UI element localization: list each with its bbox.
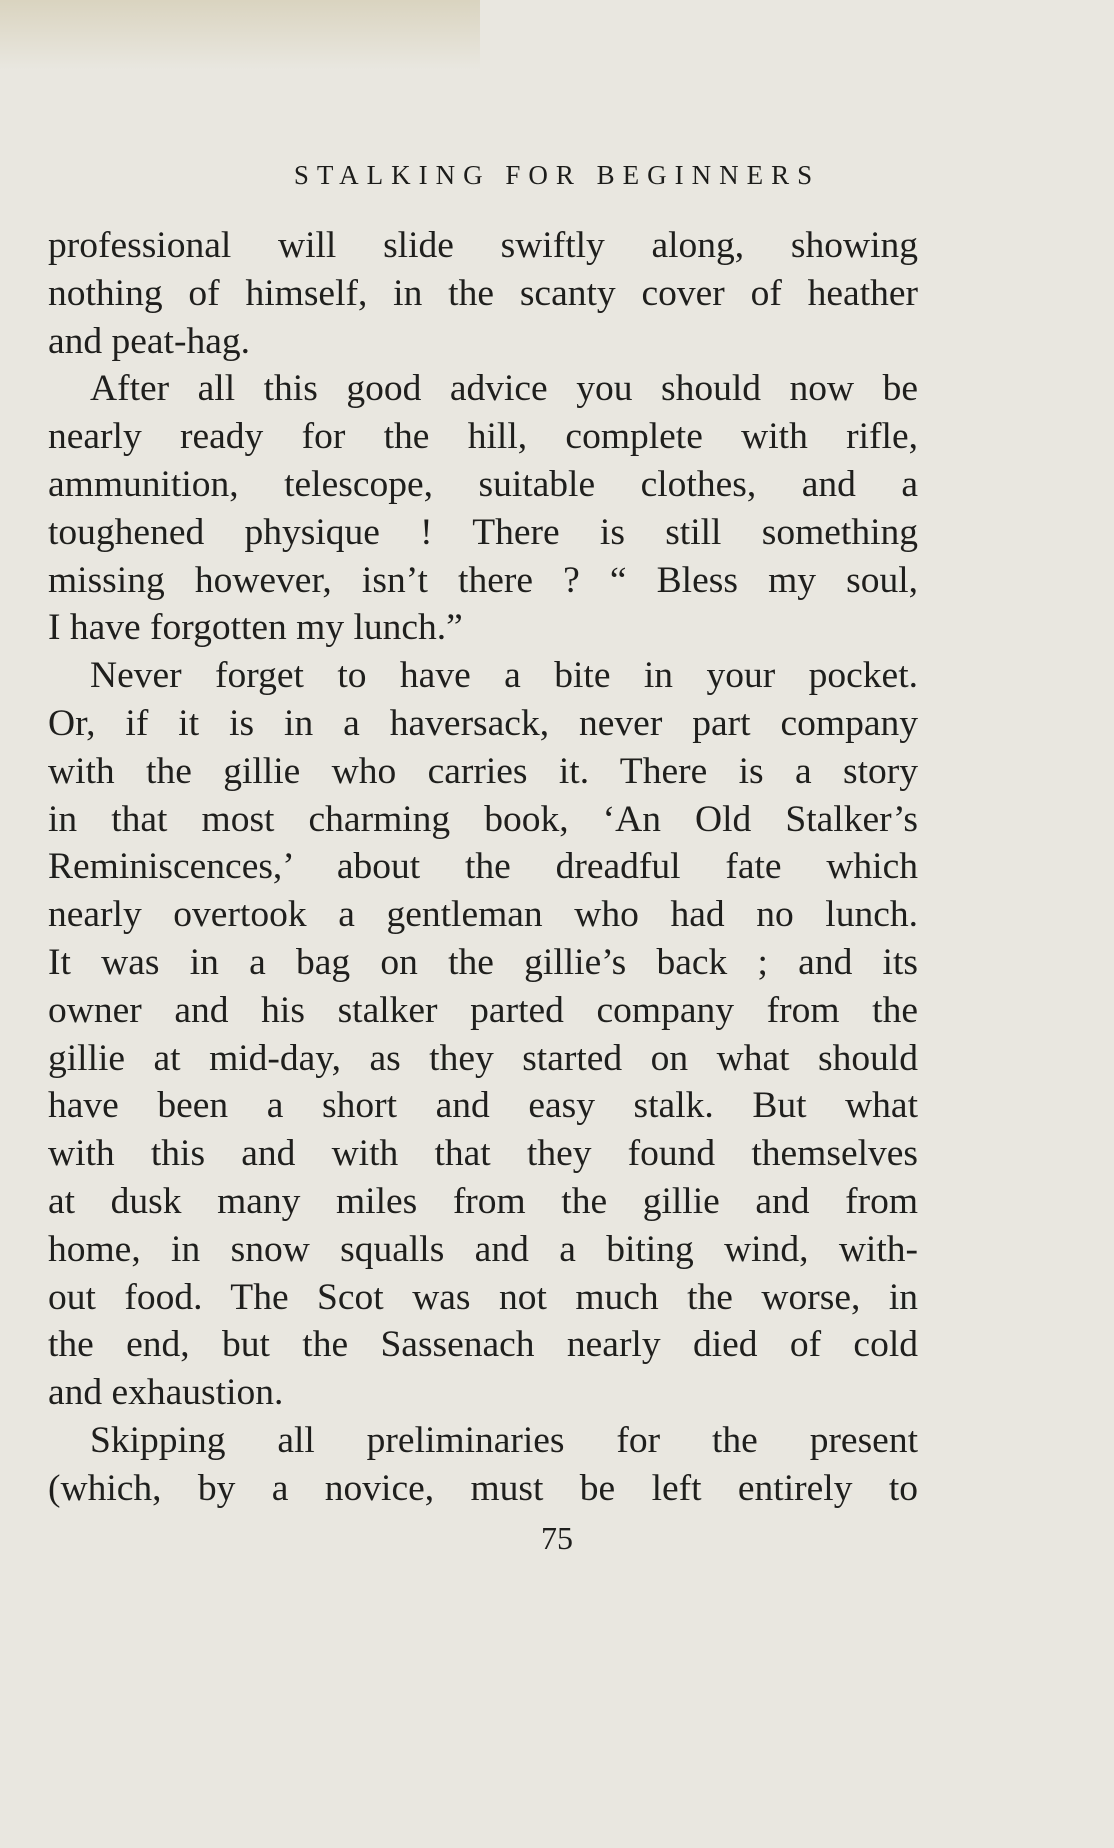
text-line: ammunition, telescope, suitable clothes, and a [48, 463, 918, 505]
text-line: nothing of himself, in the scanty cover of heather [48, 272, 918, 314]
text-line: with this and with that they found themselves [48, 1133, 918, 1175]
text-line: owner and his stalker parted company from the [48, 989, 918, 1031]
text-line: gillie at mid-day, as they started on what should [48, 1037, 918, 1079]
text-line: home, in snow squalls and a biting wind, with- [48, 1228, 918, 1270]
paragraph-2 [48, 365, 918, 652]
text-line: and peat-hag. [48, 320, 250, 362]
text-line: out food. The Scot was not much the worse, in [48, 1276, 918, 1318]
text-line: Or, if it is in a haversack, never part company [48, 702, 918, 744]
body-text [48, 222, 918, 1513]
text-line: toughened physique ! There is still something [48, 511, 918, 553]
page-number: 75 [541, 1520, 573, 1556]
text-line: at dusk many miles from the gillie and from [48, 1180, 918, 1222]
text-line: It was in a bag on the gillie’s back ; and its [48, 941, 918, 983]
text-line: nearly ready for the hill, complete with rifle, [48, 416, 918, 458]
text-line: professional will slide swiftly along, showing [48, 225, 918, 266]
text-line: missing however, isn’t there ? “ Bless my soul, [48, 559, 918, 601]
paragraph-1 [48, 222, 918, 365]
text-line: Skipping all preliminaries for the present [90, 1419, 918, 1461]
text-line: and exhaustion. [48, 1372, 284, 1414]
text-line: After all this good advice you should now be [90, 368, 918, 410]
text-line: in that most charming book, ‘An Old Stalker’s [48, 798, 918, 840]
text-line: with the gillie who carries it. There is a story [48, 750, 918, 792]
paragraph-3 [48, 652, 918, 1417]
text-line: have been a short and easy stalk. But what [48, 1085, 918, 1127]
paragraph-4 [48, 1417, 918, 1513]
running-head: STALKING FOR BEGINNERS [293, 160, 821, 190]
text-line: nearly overtook a gentleman who had no lunch. [48, 894, 918, 936]
text-line: Reminiscences,’ about the dreadful fate which [48, 846, 918, 888]
text-line: the end, but the Sassenach nearly died of cold [48, 1324, 918, 1366]
text-line: (which, by a novice, must be left entirely to [48, 1467, 918, 1509]
text-line: Never forget to have a bite in your pocket. [90, 655, 918, 697]
text-line: I have forgotten my lunch.” [48, 607, 463, 649]
